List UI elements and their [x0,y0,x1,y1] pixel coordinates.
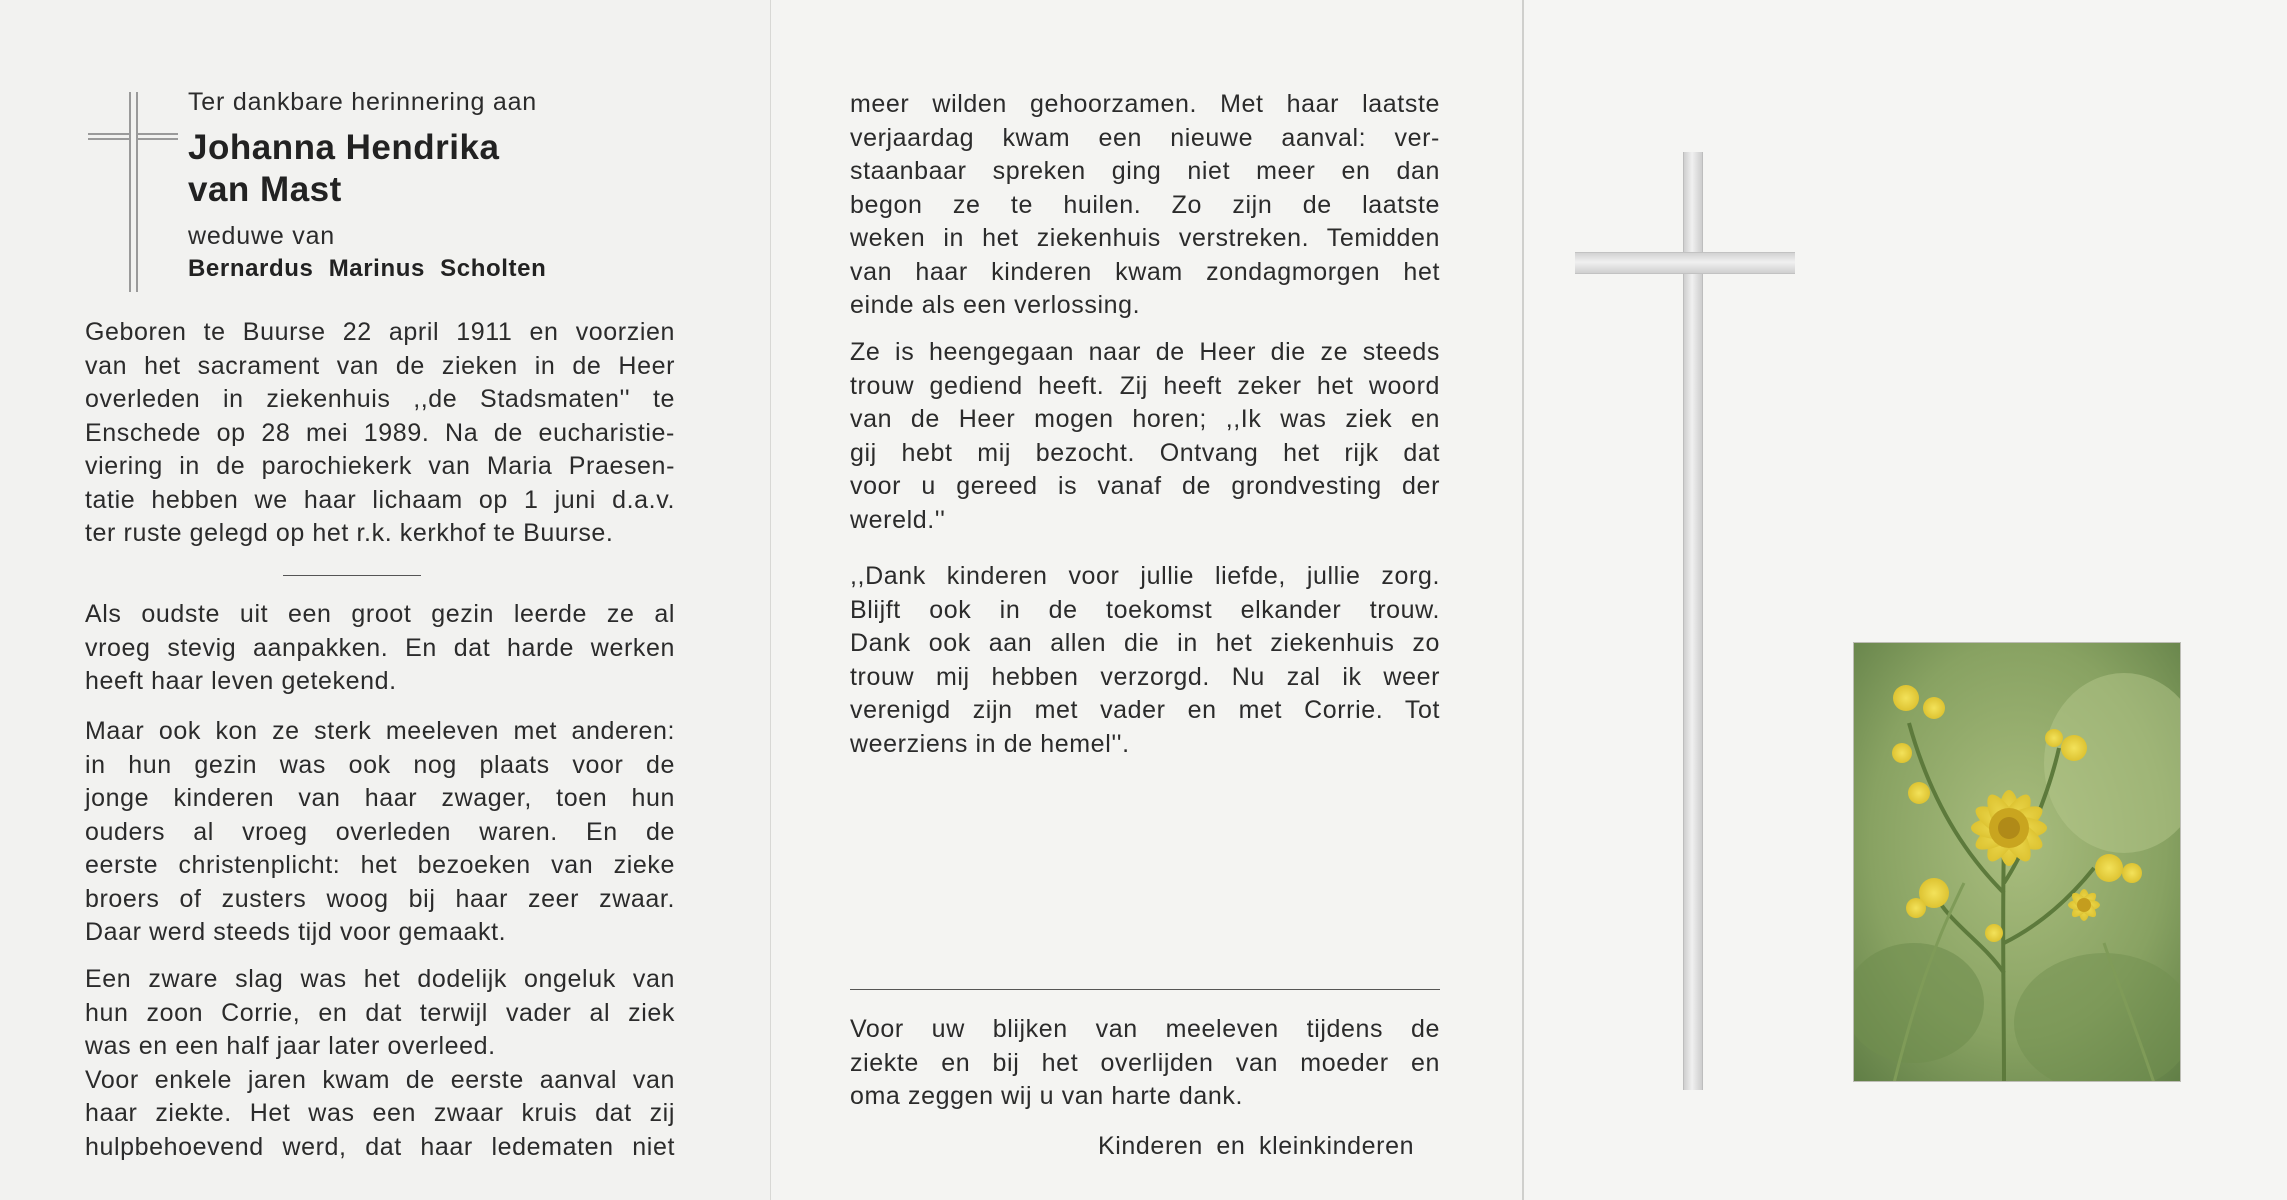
paragraph-line: van de Heer mogen horen; ,,Ik was ziek en [850,405,1440,433]
paragraph-line: tatie hebben we haar lichaam op 1 juni d.a.v. [85,485,675,514]
blow-paragraph [85,963,675,1164]
paragraph-line: overleden in ziekenhuis ,,de Stadsmaten'' te [85,385,675,413]
paragraph-line: ziekte en bij het overlijden van moeder en [850,1048,1440,1077]
paragraph-line: Een zware slag was het dodelijk ongeluk van [85,965,675,993]
paragraph-line: Daar werd steeds tijd voor gemaakt. [85,918,507,946]
paragraph-line: Als oudste uit een groot gezin leerde ze al [85,600,675,628]
paragraph-line: viering in de parochiekerk van Maria Praesen- [85,452,675,480]
deceased-name-line2: van Mast [188,170,342,209]
oldest-paragraph [85,598,675,699]
paragraph-line: Maar ook kon ze sterk meeleven met anderen: [85,717,675,745]
paragraph-line: begon ze te huilen. Zo zijn de laatste [850,190,1440,219]
paragraph-line: heeft haar leven getekend. [85,667,397,695]
paragraph-line: hulpbehoevend werd, dat haar ledematen niet [85,1132,675,1161]
thanks-divider [850,989,1440,990]
faith-paragraph [850,336,1440,537]
signature: Kinderen en kleinkinderen [1098,1132,1415,1160]
deceased-name-line1: Johanna Hendrika [188,128,500,167]
paragraph-line: trouw gediend heeft. Zij heeft zeker het woord [850,371,1440,400]
paragraph-line: weken in het ziekenhuis verstreken. Temidden [850,224,1440,252]
paragraph-line: van het sacrament van de zieken in de Heer [85,351,675,380]
farewell-paragraph [850,560,1440,761]
paragraph-line: trouw mij hebben verzorgd. Nu zal ik weer [850,662,1440,691]
paragraph-line: Voor enkele jaren kwam de eerste aanval van [85,1065,675,1094]
paragraph-line: weerziens in de hemel''. [850,729,1130,758]
paragraph-line: Geboren te Buurse 22 april 1911 en voorzien [85,318,675,346]
empathy-paragraph [85,715,675,950]
widow-text: weduwe van [188,222,335,250]
large-cross-icon [1683,152,1703,1090]
large-cross-bar [1575,252,1795,274]
small-cross-icon [129,92,138,292]
paragraph-line: Blijft ook in de toekomst elkander trouw. [850,595,1440,624]
paragraph-line: van haar kinderen kwam zondagmorgen het [850,257,1440,286]
paragraph-line: verenigd zijn met vader en met Corrie. Tot [850,696,1440,724]
paragraph-line: gij hebt mij bezocht. Ontvang het rijk dat [850,438,1440,467]
small-cross-joint [131,131,136,142]
thanks-paragraph [850,1013,1440,1114]
paragraph-line: hun zoon Corrie, en dat terwijl vader al ziek [85,998,675,1027]
paragraph-line: haar ziekte. Het was een zwaar kruis dat zij [85,1099,675,1127]
paragraph-line: broers of zusters woog bij haar zeer zwaar. [85,884,675,913]
paragraph-line: staanbaar spreken ging niet meer en dan [850,157,1440,185]
paragraph-line: oma zeggen wij u van harte dank. [850,1082,1244,1110]
paragraph-line: ouders al vroeg overleden waren. En de [85,817,675,846]
continued-paragraph [850,88,1440,323]
intro-text: Ter dankbare herinnering aan [188,88,538,116]
yellow-flower-photo [1853,642,2181,1082]
paragraph-line: verjaardag kwam een nieuwe aanval: ver- [850,123,1440,152]
section-divider [283,575,421,576]
paragraph-line: jonge kinderen van haar zwager, toen hun [85,784,675,812]
paragraph-line: in hun gezin was ook nog plaats voor de [85,750,675,779]
paragraph-line: eerste christenplicht: het bezoeken van zieke [85,851,675,879]
paragraph-line: vroeg stevig aanpakken. En dat harde werken [85,633,675,662]
paragraph-line: wereld.'' [850,505,946,534]
paragraph-line: Voor uw blijken van meeleven tijdens de [850,1015,1440,1043]
birth-paragraph [85,316,675,551]
paragraph-line: Enschede op 28 mei 1989. Na de eucharistie- [85,418,675,447]
paragraph-line: ,,Dank kinderen voor jullie liefde, jullie zorg. [850,562,1440,590]
paragraph-line: Dank ook aan allen die in het ziekenhuis zo [850,629,1440,657]
paragraph-line: Ze is heengegaan naar de Heer die ze steeds [850,338,1440,366]
paragraph-line: meer wilden gehoorzamen. Met haar laatste [850,90,1440,118]
paragraph-line: ter ruste gelegd op het r.k. kerkhof te Buurse. [85,519,614,547]
paragraph-line: was en een half jaar later overleed. [85,1032,496,1060]
husband-name: Bernardus Marinus Scholten [188,255,547,282]
paragraph-line: voor u gereed is vanaf de grondvesting der [850,472,1440,500]
paragraph-line: einde als een verlossing. [850,291,1141,319]
